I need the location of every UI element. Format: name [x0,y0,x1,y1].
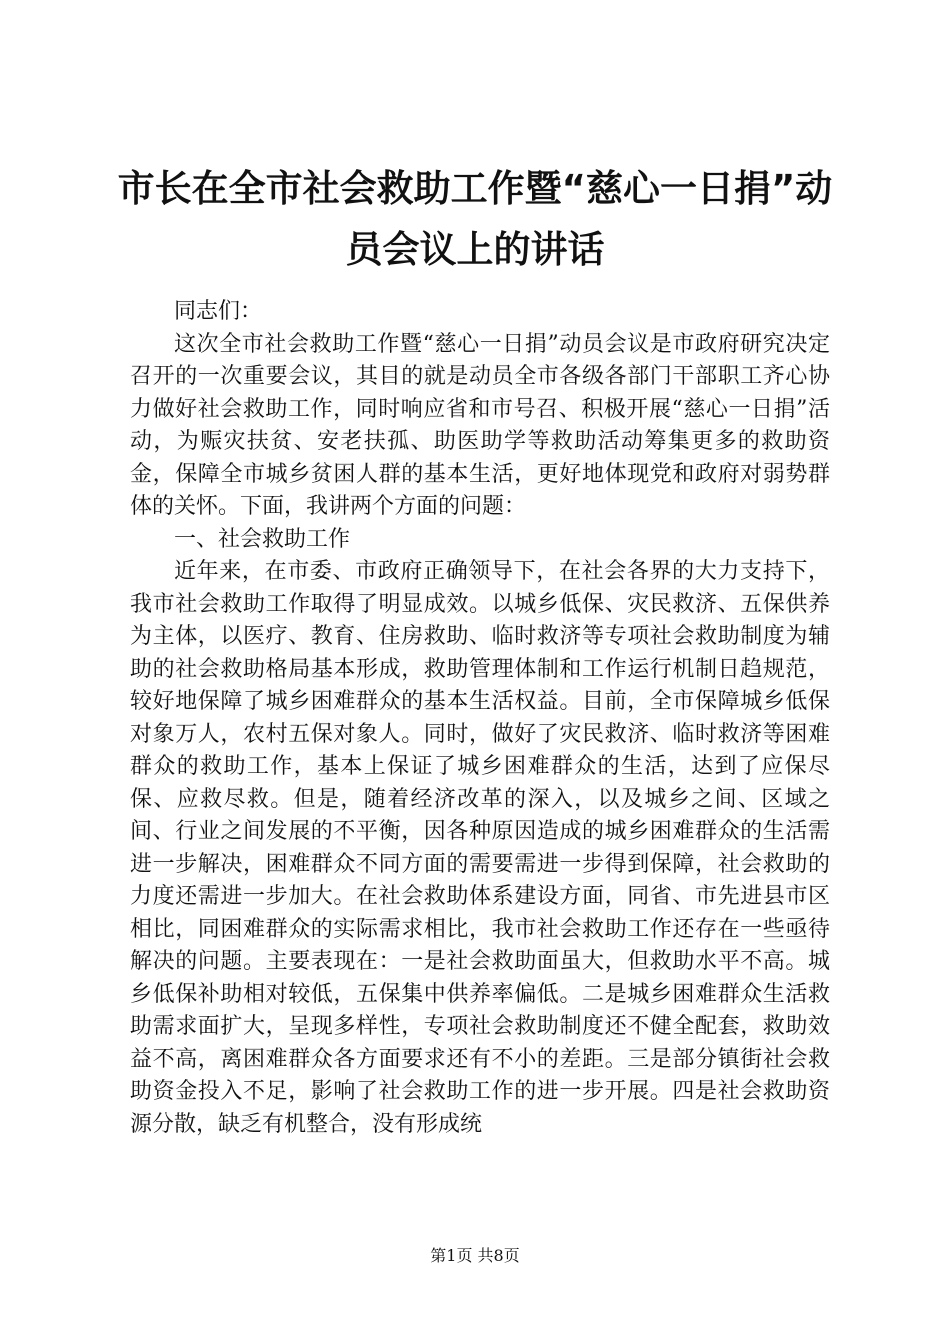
page-footer: 第1页 共8页 [430,1246,520,1265]
body-paragraph: 近年来，在市委、市政府正确领导下，在社会各界的大力支持下，我市社会救助工作取得了明显成效。以城乡低保、灾民救济、五保供养为主体，以医疗、教育、住房救助、临时救济等专项社会救助制度为辅助的社会救助格局基本形成，救助管理体制和工作运行机制日趋规范，较好地保障了城乡困难群众的基本生活权益。目前，全市保障城乡低保对象万人，农村五保对象人。同时，做好了灾民救济、临时救济等困难群众的救助工作，基本上保证了城乡困难群众的生活，达到了应保尽保、应救尽救。但是，随着经济改革的深入，以及城乡之间、区域之间、行业之间发展的不平衡，因各种原因造成的城乡困难群众的生活需进一步解决，困难群众不同方面的需要需进一步得到保障，社会救助的力度还需进一步加大。在社会救助体系建设方面，同省、市先进县市区相比，同困难群众的实际需求相比，我市社会救助工作还存在一些亟待解决的问题。主要表现在：一是社会救助面虽大，但救助水平不高。城乡低保补助相对较低，五保集中供养率偏低。二是城乡困难群众生活救助需求面扩大，呈现多样性，专项社会救助制度还不健全配套，救助效益不高，离困难群众各方面要求还有不小的差距。三是部分镇街社会救助资金投入不足，影响了社会救助工作的进一步开展。四是社会救助资源分散，缺乏有机整合，没有形成统 [130,559,830,1137]
intro-paragraph: 这次全市社会救助工作暨“慈心一日捐”动员会议是市政府研究决定召开的一次重要会议，其目的就是动员全市各级各部门干部职工齐心协力做好社会救助工作，同时响应省和市号召、积极开展“慈心一日捐”活动，为赈灾扶贫、安老扶孤、助医助学等救助活动筹集更多的救助资金，保障全市城乡贫困人群的基本生活，更好地体现党和政府对弱势群体的关怀。下面，我讲两个方面的问题： [130,331,830,519]
document-title: 市长在全市社会救助工作暨“慈心一日捐”动员会议上的讲话 [117,167,833,271]
document-body [130,296,830,1141]
section-heading: 一、社会救助工作 [174,526,351,552]
salutation-paragraph: 同志们： [174,299,263,324]
